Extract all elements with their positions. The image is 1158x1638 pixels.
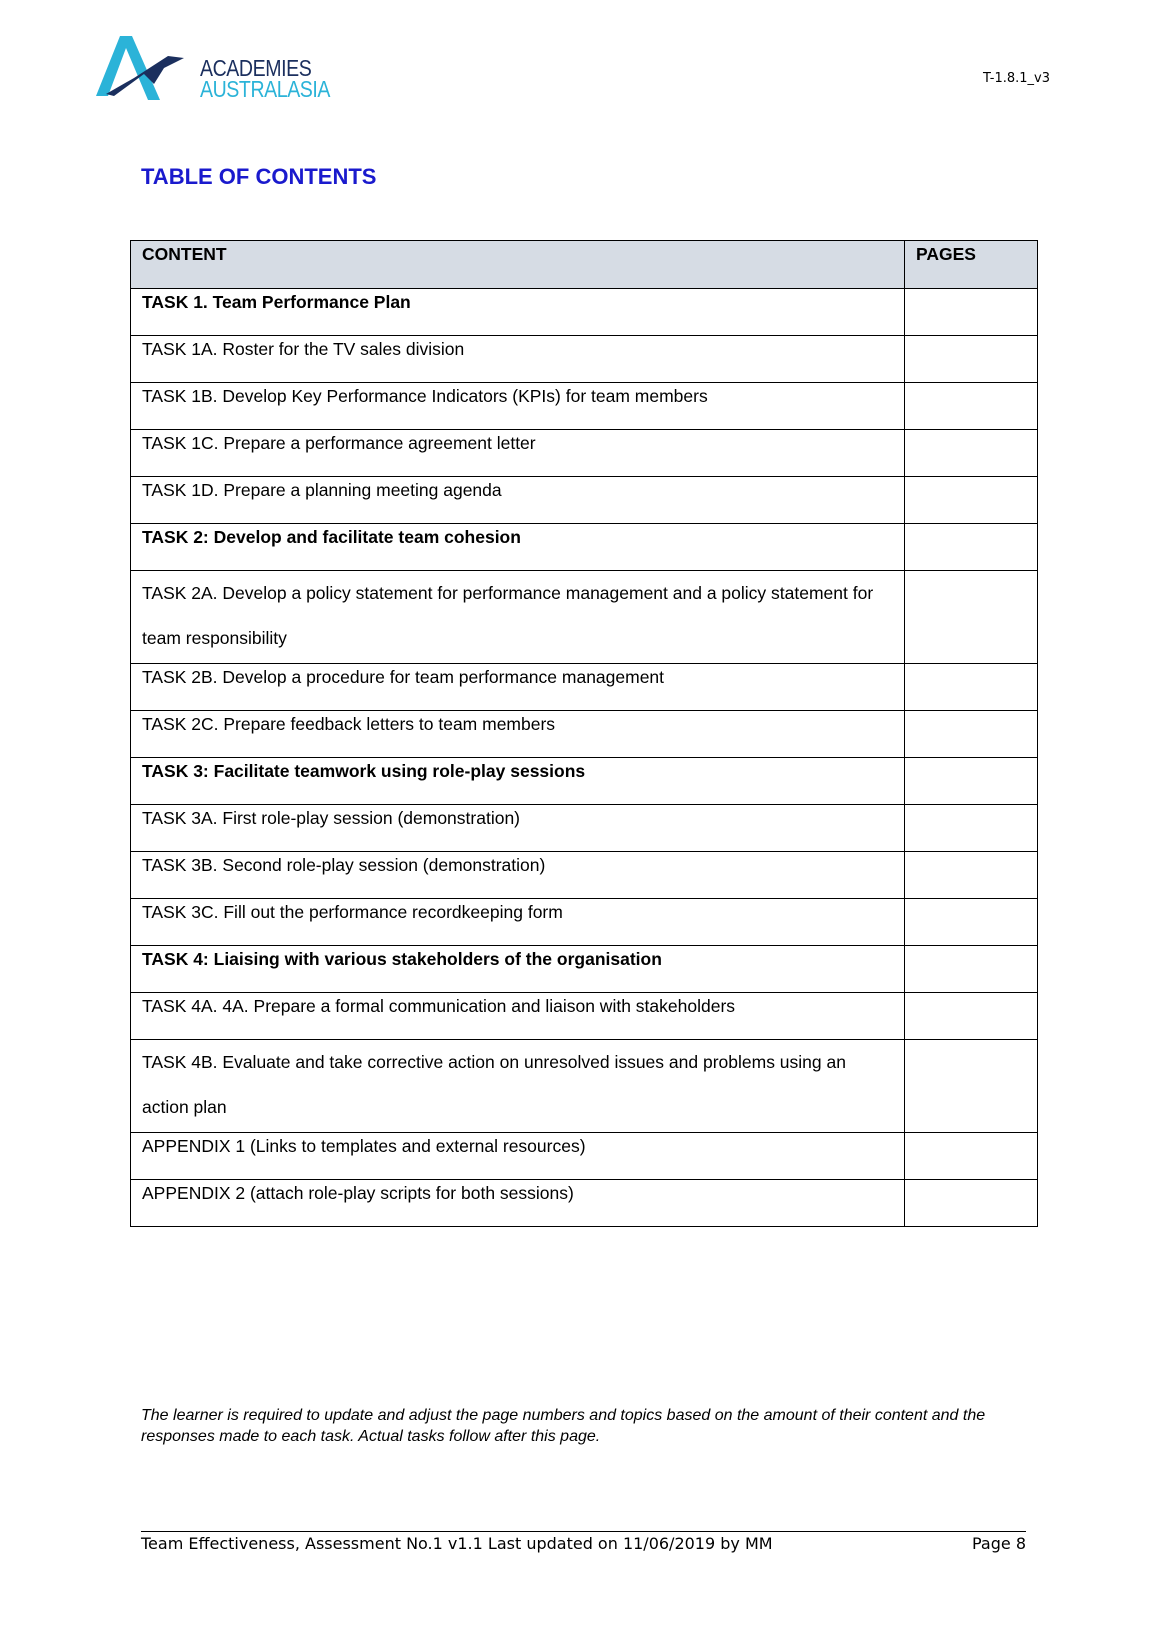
table-row [131,664,1038,711]
table-row [131,852,1038,899]
toc-table [130,240,1038,1227]
page-number-cell[interactable] [905,664,1038,711]
page-number-cell[interactable] [905,1180,1038,1227]
toc-entry: APPENDIX 2 (attach role-play scripts for both sessions) [131,1180,905,1227]
toc-entry: TASK 3B. Second role-play session (demonstration) [131,852,905,899]
toc-entry: TASK 3: Facilitate teamwork using role-play sessions [131,758,905,805]
table-row [131,1133,1038,1180]
table-row [131,571,1038,664]
page-number-cell[interactable] [905,852,1038,899]
page-number-cell[interactable] [905,571,1038,664]
table-row [131,336,1038,383]
footer-text: Team Effectiveness, Assessment No.1 v1.1 Last updated on 11/06/2019 by MM [141,1534,773,1553]
table-row [131,993,1038,1040]
page-number-cell[interactable] [905,524,1038,571]
toc-entry: TASK 1C. Prepare a performance agreement letter [131,430,905,477]
logo-line1: ACADEMIES [200,55,312,81]
toc-entry: TASK 4: Liaising with various stakeholders of the organisation [131,946,905,993]
toc-entry: TASK 1B. Develop Key Performance Indicators (KPIs) for team members [131,383,905,430]
toc-entry: TASK 3C. Fill out the performance recordkeeping form [131,899,905,946]
logo-line2: AUSTRALASIA [200,76,331,102]
page-number-cell[interactable] [905,758,1038,805]
toc-entry: TASK 1. Team Performance Plan [131,289,905,336]
page-number-cell[interactable] [905,383,1038,430]
page-number-cell[interactable] [905,1133,1038,1180]
table-row [131,711,1038,758]
table-row [131,758,1038,805]
footer-divider [141,1531,1026,1532]
instruction-note: The learner is required to update and adjust the page numbers and topics based on the amount of their content and the responses made to each task. Actual tasks follow after this page. [141,1407,986,1445]
toc-entry: TASK 2A. Develop a policy statement for performance management and a policy statement for team responsibility [131,571,905,664]
toc-entry: APPENDIX 1 (Links to templates and external resources) [131,1133,905,1180]
toc-entry: TASK 1D. Prepare a planning meeting agenda [131,477,905,524]
table-row [131,430,1038,477]
table-row [131,289,1038,336]
page-number-cell[interactable] [905,993,1038,1040]
page-number-cell[interactable] [905,711,1038,758]
toc-entry: TASK 4A. 4A. Prepare a formal communication and liaison with stakeholders [131,993,905,1040]
page-number-cell[interactable] [905,336,1038,383]
page-number-cell[interactable] [905,477,1038,524]
page-number-cell[interactable] [905,946,1038,993]
header-content: CONTENT [131,241,905,289]
header-pages: PAGES [905,241,1038,289]
table-row [131,805,1038,852]
toc-entry: TASK 2B. Develop a procedure for team performance management [131,664,905,711]
table-row [131,524,1038,571]
table-row [131,383,1038,430]
page-number-cell[interactable] [905,1040,1038,1133]
logo-mark-icon [94,34,204,106]
toc-entry: TASK 4B. Evaluate and take corrective action on unresolved issues and problems using an action plan [131,1040,905,1133]
toc-entry: TASK 2: Develop and facilitate team cohesion [131,524,905,571]
table-row [131,477,1038,524]
page-number-cell[interactable] [905,430,1038,477]
document-version: T-1.8.1_v3 [983,71,1050,86]
table-row [131,899,1038,946]
toc-entry: TASK 3A. First role-play session (demonstration) [131,805,905,852]
table-header-row [131,241,1038,289]
page-number-cell[interactable] [905,805,1038,852]
page-number: Page 8 [972,1534,1026,1553]
table-row [131,946,1038,993]
table-row [131,1040,1038,1133]
page-number-cell[interactable] [905,899,1038,946]
footer [141,1534,1026,1553]
toc-entry: TASK 2C. Prepare feedback letters to team members [131,711,905,758]
academies-australasia-logo [94,34,334,106]
page-title: TABLE OF CONTENTS [141,164,377,189]
page-number-cell[interactable] [905,289,1038,336]
toc-entry: TASK 1A. Roster for the TV sales division [131,336,905,383]
table-row [131,1180,1038,1227]
